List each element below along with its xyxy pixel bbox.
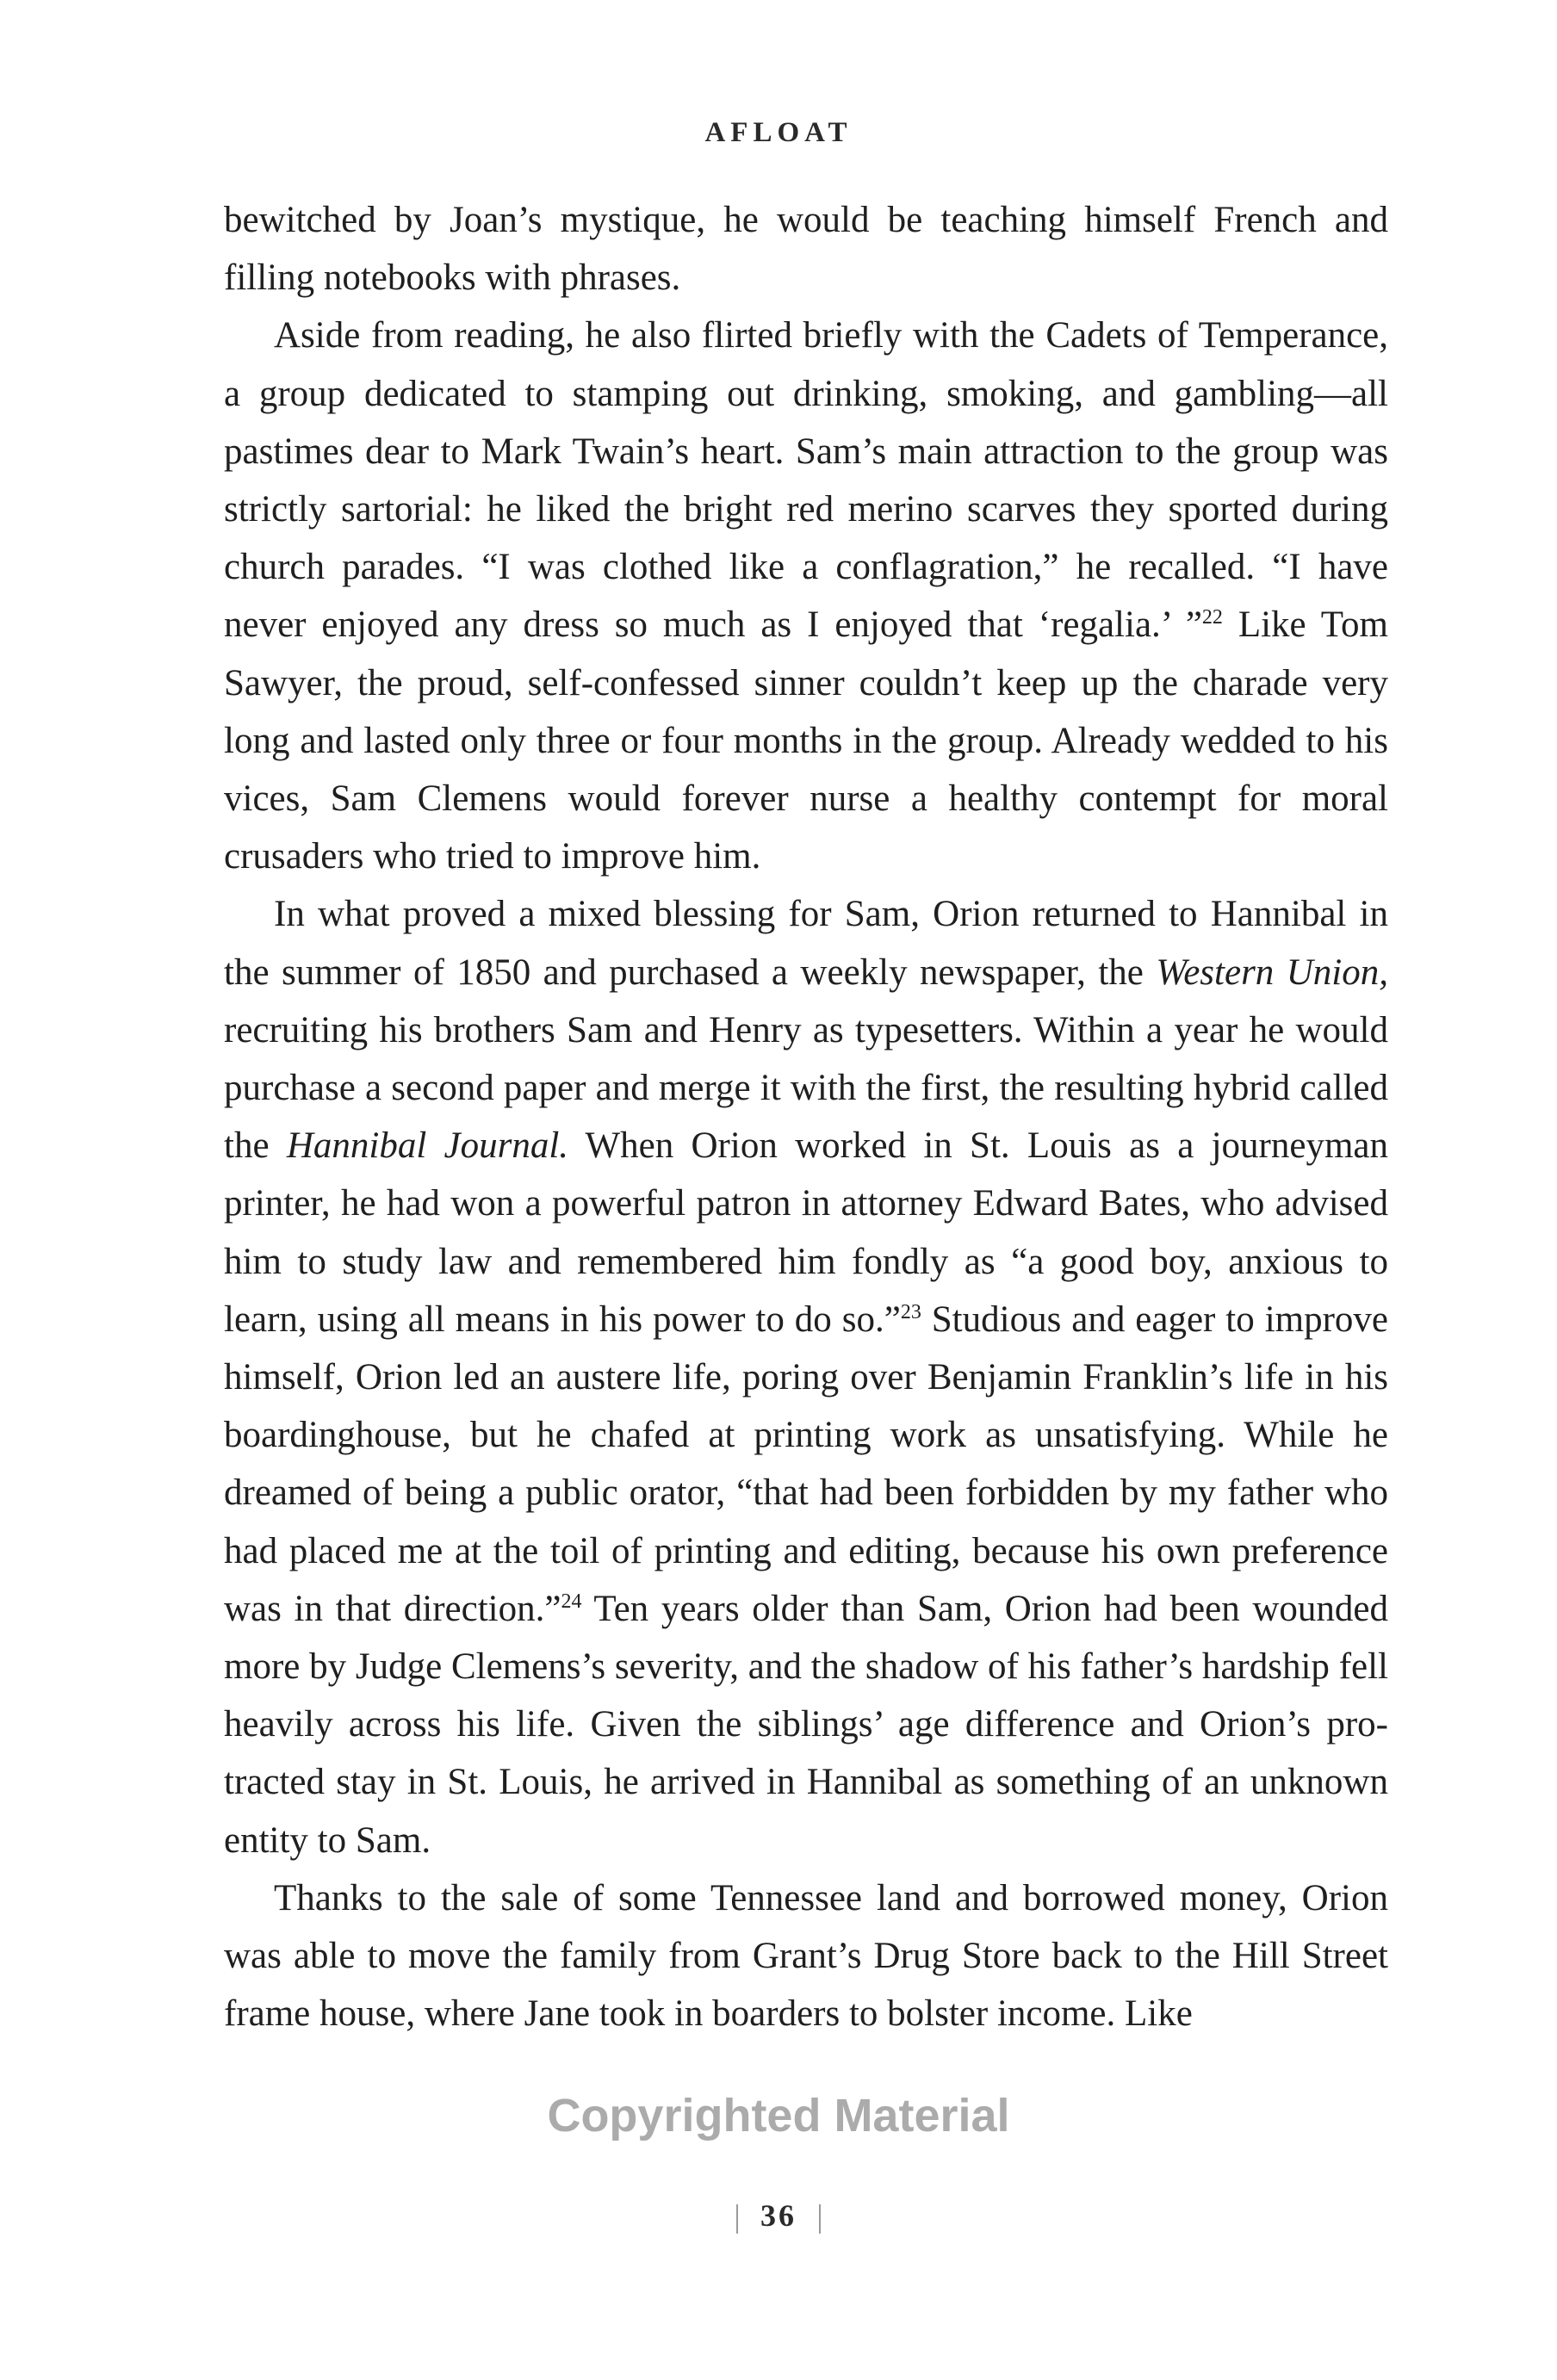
footnote-ref: 23	[900, 1300, 921, 1323]
folio-left-rule	[736, 2204, 738, 2234]
paragraph	[224, 191, 1388, 307]
text-run: In what proved a mixed blessing for Sam, Orion returned to Hannibal in the summer of 1850 and purchased a weekly newspaper, the	[224, 894, 1388, 993]
paragraph	[224, 307, 1388, 885]
text-run: Aside from reading, he also flirted briefly with the Cadets of Temperance, a group dedicated to stamping out drinking, smoking, and gambling—all pastimes dear to Mark Twain’s heart. Sam’s main attraction to the group was strictly sartorial: he liked the bright red merino scarves they sported during church parades. “I was clothed like a conflagration,” he recalled. “I have never enjoyed any dress so much as I enjoyed that ‘regalia.’ ”	[224, 315, 1388, 646]
running-head: AFLOAT	[704, 117, 853, 148]
body-text	[224, 191, 1388, 2043]
italic-title: Western Union,	[1156, 951, 1388, 993]
text-run: Ten years older than Sam, Orion had been wounded more by Judge Clemens’s severity, and the shadow of his father’s hardship fell heavily across his life. Given the siblings’ age difference and Orion’s protracted stay in St. Louis, he arrived in Hannibal as something of an unknown entity to Sam.	[224, 1588, 1388, 1861]
text-run: Thanks to the sale of some Tennessee land and borrowed money, Orion was able to move the family from Grant’s Drug Store back to the Hill Street frame house, where Jane took in boarders to bolster income. Like	[224, 1877, 1388, 2035]
text-run: bewitched by Joan’s mystique, he would be teaching himself French and filling notebooks with phrases.	[224, 200, 1388, 299]
footnote-ref: 24	[561, 1590, 582, 1613]
copyright-watermark: Copyrighted Material	[547, 2090, 1010, 2141]
folio-right-rule	[819, 2204, 821, 2234]
paragraph	[224, 1869, 1388, 2043]
page-number: 36	[760, 2198, 797, 2233]
text-run: Studious and eager to improve himself, Orion led an austere life, poring over Benjamin Franklin’s life in his boardinghouse, but he chafed at printing work as unsatisfying. While he dreamed of being a public orator, “that had been forbidden by my father who had placed me at the toil of printing and editing, because his own preference was in that direction.”	[224, 1298, 1388, 1629]
footnote-ref: 22	[1201, 606, 1223, 629]
page-number-footer	[0, 2197, 1557, 2234]
text-run: recruiting his brothers Sam and Henry as typesetters. Within a year he would purchase a second paper and merge it with the first, the resulting hybrid called the	[224, 1009, 1388, 1167]
text-run: Like Tom Sawyer, the proud, self-confessed sinner couldn’t keep up the charade very long and lasted only three or four months in the group. Already wedded to his vices, Sam Clemens would forever nurse a healthy contempt for moral crusaders who tried to improve him.	[224, 604, 1388, 877]
paragraph	[224, 885, 1388, 1869]
italic-title: Hannibal Journal.	[286, 1125, 569, 1167]
text-run: When Orion worked in St. Louis as a journeyman printer, he had won a powerful patron in attorney Edward Bates, who advised him to study law and remembered him fondly as “a good boy, anxious to learn, using all means in his power to do so.”	[224, 1125, 1388, 1340]
